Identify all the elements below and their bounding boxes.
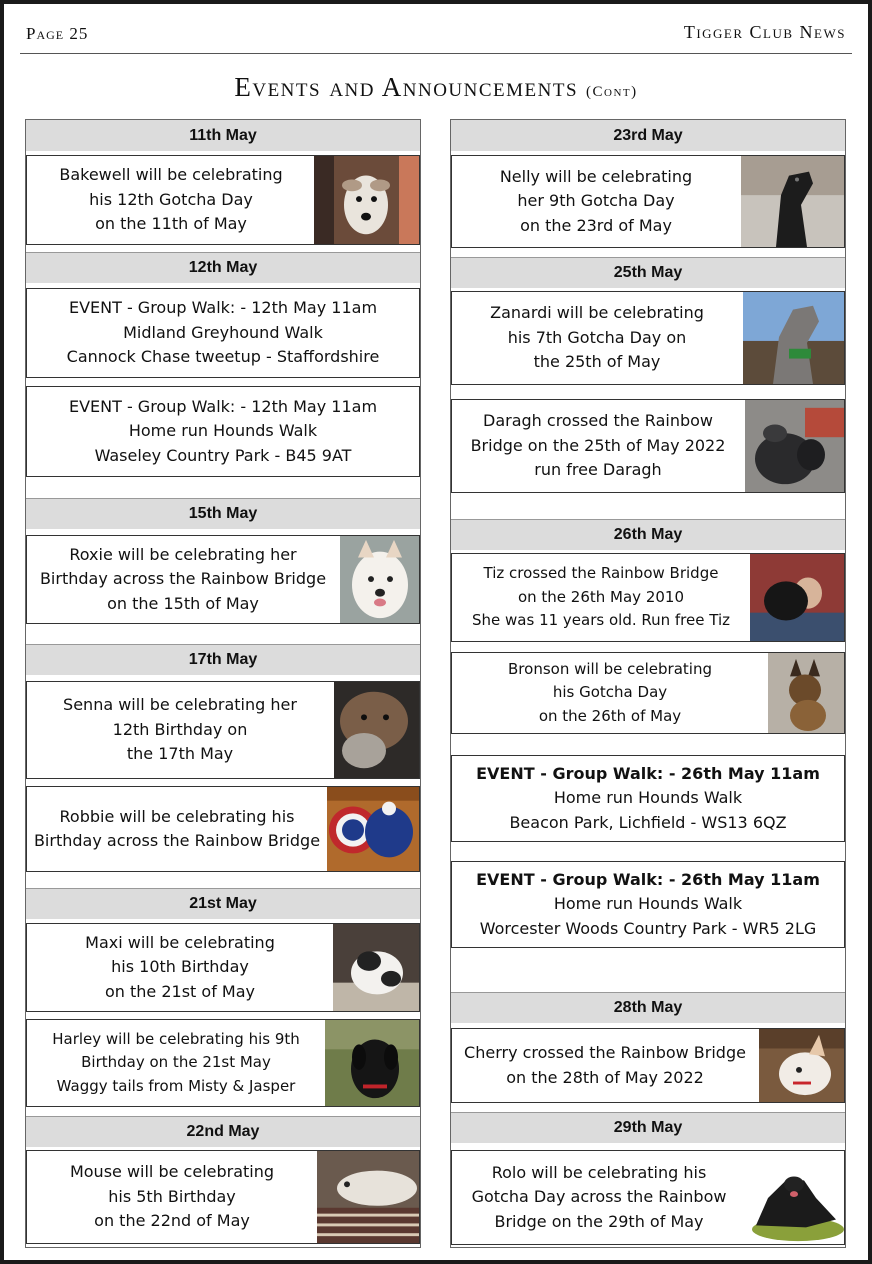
text-line: Cherry crossed the Rainbow Bridge: [464, 1043, 746, 1062]
dog-photo-harley: [325, 1020, 419, 1106]
text-line: Home run Hounds Walk: [128, 421, 318, 441]
text-line: her 9th Gotcha Day: [517, 191, 675, 211]
dog-photo-roxie: [340, 536, 419, 623]
date-header-11-may: 11th May: [26, 120, 420, 151]
event-worcester-woods: [451, 861, 845, 948]
announcement-text: [452, 554, 750, 641]
announcement-text: [27, 1151, 317, 1243]
event-beacon-park: [451, 755, 845, 842]
text-line: Home run Hounds Walk: [553, 788, 743, 808]
text-line: Mouse will be celebrating: [69, 1162, 275, 1182]
text-line: on the 11th of May: [95, 214, 247, 234]
text-line: Midland Greyhound Walk: [123, 322, 323, 342]
page-number: Page 25: [26, 24, 89, 43]
announcement-text: [452, 1151, 746, 1244]
text-line: his 10th Birthday: [111, 957, 249, 977]
date-header-29-may: 29th May: [451, 1112, 845, 1143]
text-line: on the 21st of May: [105, 981, 255, 1001]
text-line: Birthday across the Rainbow Bridge: [39, 569, 327, 589]
text-line: She was 11 years old. Run free Tiz: [472, 611, 730, 630]
text-line: Daragh crossed the Rainbow: [483, 411, 713, 431]
dog-photo-daragh: [745, 400, 844, 492]
text-line: Harley will be celebrating his 9th: [52, 1029, 300, 1048]
text-line: 12th Birthday on: [112, 719, 248, 739]
text-line: EVENT - Group Walk: - 12th May 11am: [68, 396, 378, 416]
announcement-text: [452, 653, 768, 733]
dog-photo-rolo: [746, 1151, 844, 1244]
dog-photo-tiz: [750, 554, 844, 641]
announcement-text: [27, 924, 333, 1011]
text-line: Robbie will be celebrating his: [59, 806, 295, 826]
text-line: EVENT - Group Walk: - 26th May 11am: [476, 763, 820, 783]
header-rule: [20, 53, 852, 54]
date-header-15-may: 15th May: [26, 498, 420, 529]
announcement-tiz: [451, 553, 845, 642]
announcement-text: [452, 292, 742, 384]
announcement-bronson: [451, 652, 845, 734]
announcement-robbie: [26, 786, 420, 872]
dog-photo-maxi: [333, 924, 419, 1011]
announcement-text: [27, 787, 327, 871]
event-text: [452, 862, 844, 947]
text-line: Waggy tails from Misty & Jasper: [56, 1076, 296, 1095]
event-cannock-chase: [26, 288, 420, 378]
text-line: Tiz crossed the Rainbow Bridge: [483, 564, 719, 583]
text-line: Birthday on the 21st May: [81, 1053, 271, 1072]
text-line: Beacon Park, Lichfield - WS13 6QZ: [509, 812, 787, 832]
announcement-cherry: [451, 1028, 845, 1103]
text-line: on the 23rd of May: [520, 215, 672, 235]
announcement-senna: [26, 681, 420, 779]
date-header-12-may: 12th May: [26, 252, 420, 283]
announcement-daragh: [451, 399, 845, 493]
text-line: Rolo will be celebrating his: [491, 1162, 707, 1182]
date-header-21-may: 21st May: [26, 888, 420, 919]
event-waseley: [26, 386, 420, 477]
announcement-text: [452, 400, 744, 492]
text-line: Bridge on the 25th of May 2022: [470, 435, 726, 455]
text-line: Senna will be celebrating her: [63, 695, 297, 715]
text-line: his 12th Gotcha Day: [89, 189, 253, 209]
text-line: run free Daragh: [534, 460, 662, 480]
announcement-text: [27, 1020, 325, 1106]
announcement-mouse: [26, 1150, 420, 1244]
text-line: on the 28th of May 2022: [506, 1067, 704, 1087]
dog-photo-zanardi: [743, 292, 844, 384]
dog-photo-robbie: [327, 787, 419, 871]
dog-photo-bronson: [768, 653, 844, 733]
text-line: his 5th Birthday: [108, 1186, 236, 1206]
text-line: on the 26th of May: [538, 706, 682, 725]
announcement-rolo: [451, 1150, 845, 1245]
text-line: Bridge on the 29th of May: [494, 1211, 704, 1231]
text-line: on the 26th May 2010: [517, 587, 685, 606]
text-line: Gotcha Day across the Rainbow: [471, 1187, 727, 1207]
text-line: Worcester Woods Country Park - WR5 2LG: [479, 918, 817, 938]
text-line: the 17th May: [126, 744, 234, 764]
dog-photo-nelly: [741, 156, 844, 247]
text-line: Bronson will be celebrating: [508, 659, 712, 678]
text-line: EVENT - Group Walk: - 26th May 11am: [476, 869, 820, 889]
announcement-harley: [26, 1019, 420, 1107]
date-header-26-may: 26th May: [451, 519, 845, 550]
dog-photo-cherry: [759, 1029, 844, 1102]
text-line: Cannock Chase tweetup - Staffordshire: [66, 347, 380, 367]
dog-photo-senna: [334, 682, 419, 778]
text-line: Birthday across the Rainbow Bridge: [33, 831, 321, 850]
text-line: Maxi will be celebrating: [85, 932, 275, 952]
date-header-25-may: 25th May: [451, 257, 845, 288]
date-header-17-may: 17th May: [26, 644, 420, 675]
event-text: [27, 387, 419, 476]
text-line: his Gotcha Day: [552, 683, 668, 702]
date-header-28-may: 28th May: [451, 992, 845, 1023]
date-header-23-may: 23rd May: [451, 120, 845, 151]
text-line: Zanardi will be celebrating: [490, 303, 704, 323]
text-line: Bakewell will be celebrating: [59, 165, 283, 185]
text-line: his 7th Gotcha Day on: [507, 327, 687, 347]
announcement-text: [27, 156, 315, 244]
text-line: the 25th of May: [533, 352, 661, 372]
announcement-text: [452, 1029, 758, 1102]
publication-name: Tigger Club News: [683, 22, 846, 42]
announcement-text: [27, 682, 333, 778]
text-line: Roxie will be celebrating her: [69, 544, 297, 564]
page-title-main: Events and Announcements: [234, 72, 579, 102]
page-title-cont: (Cont): [586, 84, 638, 100]
announcement-text: [27, 536, 339, 623]
text-line: Home run Hounds Walk: [553, 894, 743, 914]
page-title: [0, 72, 872, 103]
event-text: [452, 756, 844, 841]
announcement-text: [452, 156, 740, 247]
announcement-nelly: [451, 155, 845, 248]
left-column: [25, 119, 421, 1248]
announcement-zanardi: [451, 291, 845, 385]
text-line: on the 15th of May: [107, 593, 259, 613]
dog-photo-mouse: [317, 1151, 419, 1243]
announcement-bakewell: [26, 155, 420, 245]
dog-photo-bakewell: [314, 156, 419, 244]
announcement-roxie: [26, 535, 420, 624]
right-column: [450, 119, 846, 1248]
date-header-22-may: 22nd May: [26, 1116, 420, 1147]
event-text: [27, 289, 419, 377]
announcement-maxi: [26, 923, 420, 1012]
text-line: on the 22nd of May: [94, 1211, 250, 1231]
text-line: EVENT - Group Walk: - 12th May 11am: [68, 298, 378, 318]
text-line: Nelly will be celebrating: [499, 166, 693, 186]
text-line: Waseley Country Park - B45 9AT: [94, 445, 352, 465]
